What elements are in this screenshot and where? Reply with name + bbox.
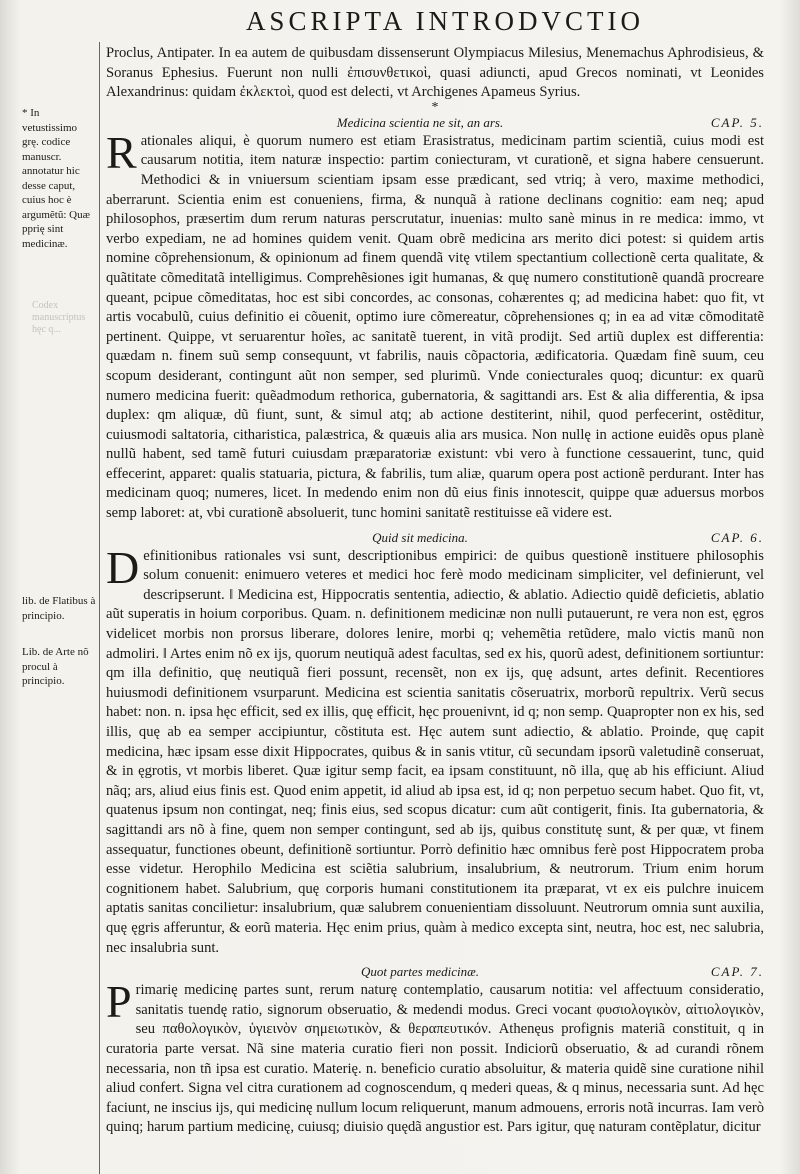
margin-note-codex: * In vetustissimo grę. codice manuscr. annotatur hic desse caput, cuius hoc è argumẽtũ: Quæ pprię sint medicinæ. bbox=[22, 107, 90, 250]
main-text bbox=[106, 44, 764, 1138]
section-body bbox=[106, 126, 764, 524]
section-body bbox=[106, 976, 764, 1138]
section-heading bbox=[106, 963, 764, 981]
chapter-number: CAP. 7. bbox=[710, 964, 764, 980]
chapter-number: CAP. 5. bbox=[710, 114, 764, 130]
section-text: ationales aliqui, è quorum numero est etiam Erasistratus, medicinam partim scientiã, cuius modi est causarum notitia, item naturæ inspectio: partim coniecturam, vt curationẽ, et signa habere censuerunt. Methodici & in vniuersum scientiam ipsam esse prædicant, sed vtriq; à vero, maxime methodici, aberrarunt. Scientia enim est conueniens, firma, & nunquã à ratione declinans cognitio: eam neq; apud philosophos, præsertim dum rerum naturas perscrutatur, inuenias: multo sanè minus in re medica: immo, vt verbo expediam, ne ad homines quidem venit. Quam obrẽ medicina ars merito dici potest: si quidem artis nomine cõprehensionum, & opinionum ad finem quendã vitę vtilem spectantium collectionẽ certa qualitate, & quãtitate cõmeditatã intelligimus. Comprehẽsiones igit humanas, & quę numero constitutionẽ quandã procreare queant, pcipue cõmeditatas, hoc est sibi concordes, ac consonas, cohærentes q; ad medicina habet: quo fit, vt artis vocabulũ, cuius definitio ei cõuenit, optimo iure cõmereatur, cõprehensiones q; in ea ad vitæ cõmoditatẽ pertinent. Quippe, vt seruarentur hoĩes, ac sanitatẽ tuerent, in vitã prodijt. Sed artiũ duplex est differentia: quædam n. finem suũ semp consequunt, vt fabrilis, nauis cõpactoria, ædificatoria. Quædam finẽ suum, ceu scopum desiderant, contingunt aũt non semper, sed plurimũ. Vnde coniecturales quoq; dicuntur: ex quarũ numero medicina fuerit: quẽadmodum rethorica, gubernatoria, & sagittandi ars. Est & alia differentia, & ipsa duplex: qm aliquæ, dũ fiunt, sunt, & simul atq; ab actione destiterint, nihil, quod perfecerint, ostẽditur, cuiusmodi saltatoria, citharistica, palæstrica, & quæuis alia ars musica. Non nullę in actione euidẽs opus planè nullũ habent, sed tamẽ futuri cuiusdam præparatoriæ existunt: vbi vero à functione cessauerint, tunc, quid effecerint, apparet: qualis statuaria, pictura, & fabrilis, tum aliæ, quarum opera post actionẽ perdurant. Inter has medicinam quoq; numeres, licet. In medendo enim non dũ eius finis innotescit, quippe quæ aduersus morbos semp laboret: at, vbi curationẽ absoluerit, tunc homini sanitatẽ restituisse eã videre est. bbox=[106, 132, 764, 522]
margin-note-arte: Lib. de Arte nõ procul à principio. bbox=[22, 646, 89, 687]
section-title: Medicina scientia ne sit, an ars. bbox=[336, 114, 504, 130]
section-title: Quid sit medicina. bbox=[372, 529, 468, 545]
bleed-through-note: Codex manuscriptus hęc q... bbox=[32, 300, 86, 335]
section-text: efinitionibus rationales vsi sunt, descriptionibus empirici: de quibus questionẽ instituere philosophis solum conuenit: enimuero veteres et medici hoc ferè modo medicinam simpliciter, vel definierunt, vel descripserunt. ‖ Medicina est, Hippocratis sententia, adiectio, & ablatio. Adiectio quidẽ deficietis, ablatio aũt superatis in hoium corporibus. Quam. n. definitionem medicinæ non nulli putauerunt, re vera non est, ęgros videlicet morbis non prorsus liberare, dolores lenire, morbi q; vehemẽtia retũdere, malo victis manũ non admoliri. ‖ Artes enim nõ ex ijs, quorum neutiquã adest facultas, sed ex his, quorũ adest, definitionem sortiuntur: qm illa definitio, quę neutiquã fieri possunt, recensẽt, non ex ijs, quę adsunt, artes definit. Recentiores huiusmodi definitionem vsurparunt. Medicina est scientia sanitatis cõseruatrix, morborũ repultrix. Verũ secus habet: non. n. ipsa hęc efficit, sed ex illis, quę efficit, hęc prouenivnt, id q; non semp. Quapropter non ex his, sed illis, quę ab ea semper accipiuntur, cõstituta est. Hęc autem sunt adiectio, & ablatio. Proinde, quę capit medicina, hæc ipsam esse dixit Hippocrates, quibus & in sanis vtitur, cũ secundam ipsorũ valetudinẽ conseruat, & in ęgrotis, vt morbis liberet. Quæ igitur semp facit, ea ipsam constituunt, nõ illa, quę ab his efficiunt. Aliud nãq; ars, aliud eius finis est. Quod enim appetit, id aliud ab ipsa est, id q; non perpetuo secum habet. Quo fit, vt, quatenus ipsum non contingat, neq; finis eius, sed scopus dicatur: cum aũt contigerit, finis. Ita gubernatoria, & sagittandi ars nõ à fine, quem non semper contingunt, sed ab ijs, quibus constitutę sunt, & per quæ, vt finem assequatur, functiones obeunt, definitionẽ sortiuntur. Porrò definitio hæc omnibus ferè post Hippocratem proba esse videtur. Herophilo Medicina est sciẽtia salubrium, insalubrium, & neutrorum. Trium enim horum cognitionem habet. Salubrium, quę corporis humani constitutionem ita præparat, vt ex eis pulchre inuicem aptatis sanitas concilietur: insalubrium, quæ salubrem conuenientiam dissoluunt. Neutrorum omnia sunt auxilia, quę ęgris afferuntur, & eorũ materia. Hęc enim prius, quàm à medico excepta sint, neutra, hoc est, nec salubria, nec insalubria sunt. bbox=[106, 547, 764, 956]
drop-cap: P bbox=[106, 976, 132, 1028]
intro-paragraph: Proclus, Antipater. In ea autem de quibusdam dissenserunt Olympiacus Milesius, Menemachus Aphrodisieus, & Soranus Ephesius. Fuerunt non nulli ἐπισυνθετικοὶ, quasi adiuncti, apud Grecos nominati, vt Leonides Alexandrinus: quidam ἐκλεκτοὶ, quod est delecti, vt Archigenes Apameus Syrius. bbox=[106, 45, 764, 101]
section-text: rimarię medicinę partes sunt, rerum naturę contemplatio, causarum notitia: vel affectuum consideratio, sanitatis tuendę ratio, signorum obseruatio, & medendi modus. Greci vocant φυσιολογικὸν, αἰτιολογικὸν, seu παθολογικὸν, ὑγιεινὸν σημειωτικὸν, & θεραπευτικόν. Athenęus profignis materiã constituit, q in curatoria parte versat. Nã sine materia curatio fieri non possit. Indiciorũ obseruatio, & ad curandi rõnem necessaria, non tñ ipsa est curatio. Materię. n. beneficio curatio absoluitur, & materia quidẽ sine curatione nihil aliud confert. Signa vel citra curationem ad cognoscendum, q mederi queas, & q minus, necessaria sunt. Ad hęc faciunt, ne inscius ijs, qui medicinę nullum locum reliquerunt, manum admouens, erroris notã incurras. Iam verò quinq; harum partium medicinę, cuiusq; diuisio quędã angustior est. Pars igitur, quę naturam contẽplatur, dicitur bbox=[106, 982, 764, 1136]
drop-cap: R bbox=[106, 126, 137, 178]
section-heading bbox=[106, 114, 764, 132]
margin-rule bbox=[99, 42, 100, 1174]
section-heading bbox=[106, 529, 764, 547]
margin-note-flatibus: lib. de Flatibus à principio. bbox=[22, 595, 96, 622]
section-body bbox=[106, 541, 764, 958]
section-title: Quot partes medicinæ. bbox=[360, 964, 480, 980]
running-head: ASCRIPTA INTRODVCTIO bbox=[245, 6, 645, 36]
asterisk-marker: * bbox=[431, 99, 439, 115]
drop-cap: D bbox=[106, 541, 140, 593]
chapter-number: CAP. 6. bbox=[710, 529, 764, 545]
